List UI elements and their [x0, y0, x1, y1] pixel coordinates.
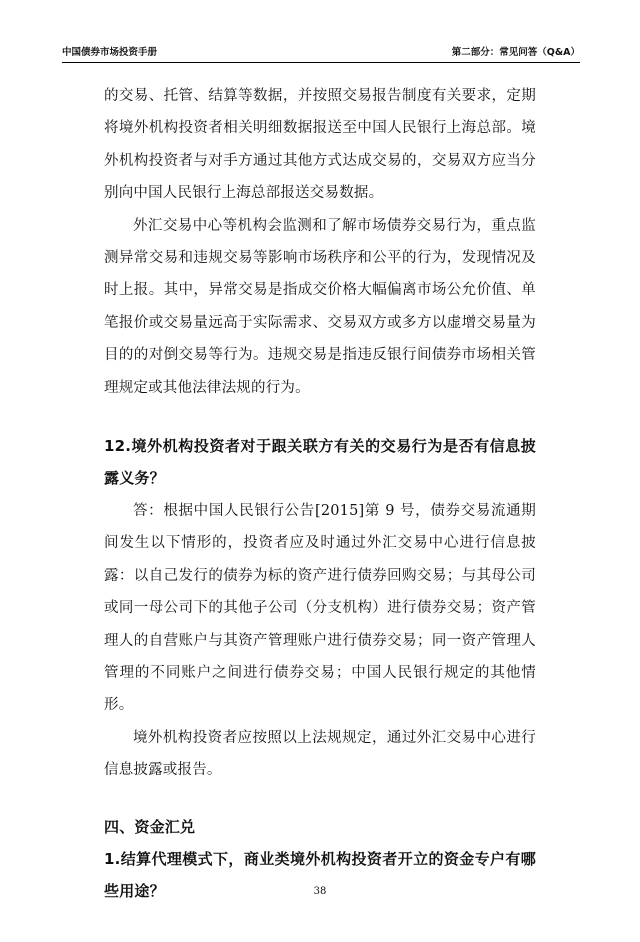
question-1-heading: 1.结算代理模式下，商业类境外机构投资者开立的资金专户有哪些用途？ [104, 849, 536, 901]
question-12-answer: 答：根据中国人民银行公告[2015]第 9 号，债券交易流通期间发生以下情形的，投资者应及时通过外汇交易中心进行信息披露：以自己发行的债券为标的资产进行债券回购交易；与其母公司或同一母公司下的其他子公司（分支机构）进行债券交易；资产管理人的自营账户与其资产管理账户进行债券交易；同一资产管理人管理的不同账户之间进行债券交易；中国人民银行规定的其他情形。 [104, 502, 536, 714]
question-12-answer-continued: 境外机构投资者应按照以上法规规定，通过外汇交易中心进行信息披露或报告。 [104, 729, 536, 779]
section-heading: 四、资金汇兑 [104, 817, 196, 836]
question-12-heading: 12.境外机构投资者对于跟关联方有关的交易行为是否有信息披露义务？ [104, 437, 536, 488]
header-left-title: 中国债券市场投资手册 [62, 47, 158, 58]
page-content [104, 80, 536, 908]
paragraph-continued: 的交易、托管、结算等数据，并按照交易报告制度有关要求，定期将境外机构投资者相关明细数据报送至中国人民银行上海总部。境外机构投资者与对手方通过其他方式达成交易的，交易双方应当分别向中国人民银行上海总部报送交易数据。 [104, 88, 536, 202]
page-number: 38 [313, 886, 327, 897]
paragraph-monitoring: 外汇交易中心等机构会监测和了解市场债券交易行为，重点监测异常交易和违规交易等影响市场秩序和公平的行为，发现情况及时上报。其中，异常交易是指成交价格大幅偏离市场公允价值、单笔报价或交易量远高于实际需求、交易双方或多方以虚增交易量为目的的对倒交易等行为。违规交易是指违反银行间债券市场相关管理规定或其他法律法规的行为。 [104, 217, 536, 396]
header-right-title: 第二部分：常见问答（Q&A） [451, 47, 580, 58]
page-header [62, 44, 580, 63]
